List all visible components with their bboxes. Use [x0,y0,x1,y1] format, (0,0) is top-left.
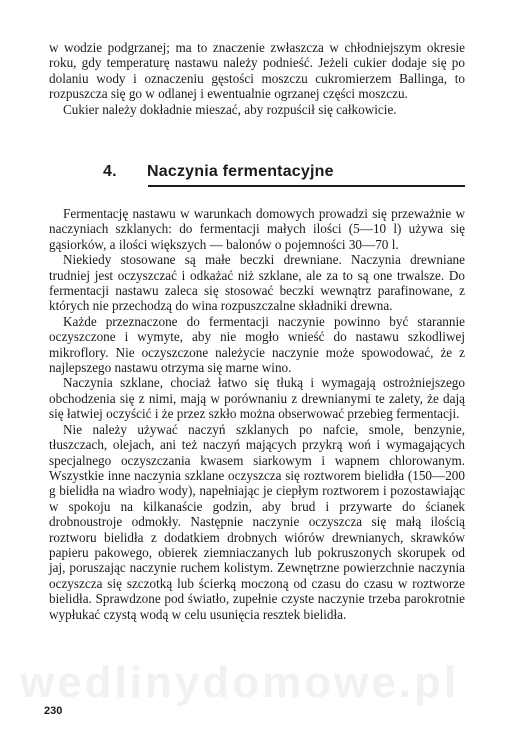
continued-text [49,40,465,117]
paragraph: Cukier należy dokładnie mieszać, aby rozpuścił się całkowicie. [63,101,397,117]
paragraph: Niekiedy stosowane są małe beczki drewniane. Naczynia drewniane trudniej jest oczyszczać i odkażać niż szklane, ale za to są one trwalsze. Do fermentacji nastawu zaleca się stosować beczki wewnątrz parafinowane, z których nie przechodzą do wina rozpuszczalne składniki drewna. [49,252,465,314]
paragraph: Nie należy używać naczyń szklanych po nafcie, smole, benzynie, tłuszczach, olejach, ani też naczyń mających przykrą woń i wymagających specjalnego oczyszczania kwasem siarkowym i wapnem chlorowanym. Wszystkie inne naczynia szklane oczyszcza się roztworem bielidła (150—200 g bielidła na wiadro wody), napełniając je ciepłym roztworem i pozostawiając w spokoju na kilkanaście godzin, aby brud i przywarte do ścianek drobnoustroje odmokły. Następnie naczynie oczyszcza się małą ilością roztworu bielidła z dodatkiem drobnych wiórów drewnianych, skrawków papieru pakowego, obierek ziemniaczanych lub pokruszonych skorupek od jaj, poruszając naczynie ruchem kolistym. Zewnętrzne powierzchnie naczynia oczyszcza się szczotką lub ścierką moczoną od czasu do czasu w roztworze bielidła. Sprawdzone pod światło, zupełnie czyste naczynie trzeba parokrotnie wypłukać czystą wodą w celu usunięcia resztek bielidła. [49,421,465,622]
section-number: 4. [103,163,117,180]
paragraph: Każde przeznaczone do fermentacji naczynie powinno być starannie oczyszczone i wymyte, aby nie mogło wnieść do nastawu szkodliwej mikroflory. Nie oczyszczone należycie naczynie może spowodować, że z najlepszego nastawu otrzyma się marne wino. [49,313,465,376]
page-number: 230 [44,705,63,717]
section-body [49,206,465,622]
section-heading [103,163,334,181]
section-title: Naczynia fermentacyjne [147,163,334,180]
heading-underline [148,185,465,187]
paragraph: Naczynia szklane, chociaż łatwo się tłuką i wymagają ostrożniejszego obchodzenia się z nimi, mają w porównaniu z drewnianymi te zalety, że dają się łatwiej oczyścić i że przez szkło można obserwować przebieg fermentacji. [49,375,465,422]
paragraph: Fermentację nastawu w warunkach domowych prowadzi się przeważnie w naczyniach szklanych: do fermentacji małych ilości (5—10 l) używa się gąsiorków, a ilości większych — balonów o pojemności 30—70 l. [49,206,465,252]
watermark: wedlinydomowe.pl [20,658,460,707]
paragraph: w wodzie podgrzanej; ma to znaczenie zwłaszcza w chłodniejszym okresie roku, gdy temperaturę nastawu należy podnieść. Jeżeli cukier dodaje się po dolaniu wody i oznaczeniu gęstości moszczu cukromierzem Ballinga, to rozpuszcza się go w odlanej i ewentualnie ogrzanej części moszczu. [49,40,465,102]
